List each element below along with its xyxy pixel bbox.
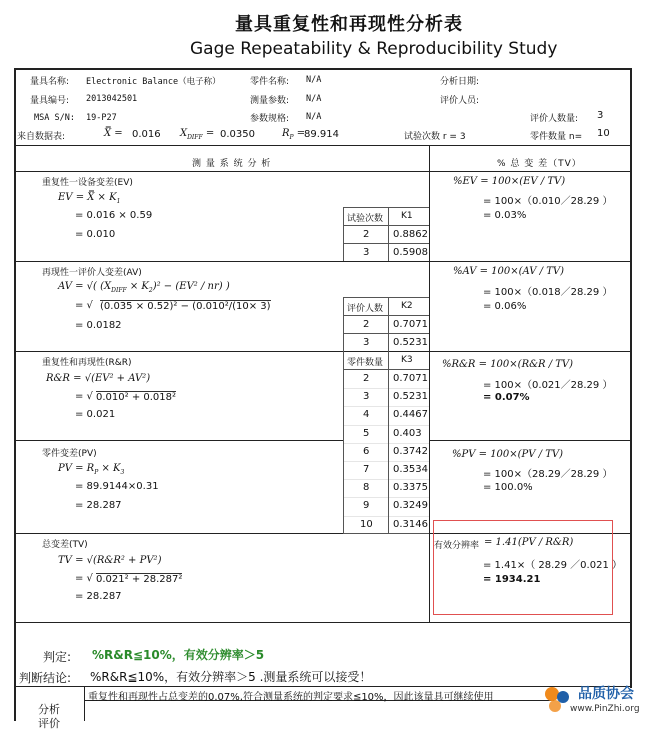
- ev-title: 重复性一设备变差(EV): [42, 178, 133, 188]
- part-name-label: 零件名称:: [250, 77, 290, 87]
- k3-header-b: K3: [401, 355, 413, 365]
- k2-row-value: 0.7071: [393, 319, 428, 330]
- analysis-label: 分析: [38, 703, 60, 716]
- appraiser-label: 评价人员:: [440, 96, 480, 106]
- ev-line2: = 0.010: [75, 229, 116, 240]
- gauge-name-label: 量具名称:: [30, 77, 70, 87]
- section-header-line: [14, 171, 631, 172]
- tv-sqrt-sign: = √: [75, 573, 93, 584]
- rr-title: 重复性和再现性(R&R): [42, 358, 132, 368]
- k3-row-value: 0.403: [393, 427, 422, 439]
- k3-row-value: 0.7071: [393, 373, 428, 384]
- tv-line1: 0.021² + 28.287²: [96, 574, 183, 585]
- k2-header-a: 评价人数: [347, 304, 384, 314]
- gauge-no-value: 2013042501: [86, 94, 138, 104]
- pv-pct-formula: %PV = 100×(PV / TV): [452, 449, 564, 460]
- k3-row-value: 0.5231: [393, 391, 428, 403]
- source-label: 来自数据表:: [17, 132, 66, 142]
- measure-param-label: 测量参数:: [250, 96, 290, 106]
- watermark-url: www.PinZhi.org: [570, 704, 640, 714]
- watermark-brand: 品质协会: [578, 686, 634, 702]
- k1-row-trials: 3: [363, 247, 370, 258]
- rr-bottom-line-right: [429, 440, 631, 441]
- ndc-formula: = 1.41(PV / R&R): [484, 537, 574, 548]
- pv-line2: = 28.287: [75, 500, 122, 511]
- watermark-logo: [530, 680, 660, 721]
- k1-header-b: K1: [401, 211, 413, 221]
- pinzhi-logo-icon: [542, 684, 572, 714]
- k3-row-divider: [343, 388, 429, 389]
- parts-label: 零件数量 n=: [530, 132, 583, 142]
- k3-row-divider: [343, 516, 429, 517]
- k3-header-a: 零件数量: [347, 358, 384, 368]
- frame-left: [14, 68, 16, 721]
- analysis-divider: [84, 686, 85, 721]
- rr-line2: = 0.021: [75, 409, 116, 420]
- page-title-cn: 量具重复性和再现性分析表: [235, 14, 463, 35]
- ev-line1: = 0.016 × 0.59: [75, 210, 153, 221]
- av-line1: (0.035 × 0.52)² − (0.010²/(10× 3): [100, 301, 271, 312]
- av-sqrt-sign: = √: [75, 300, 93, 311]
- rr-bottom-line-left: [14, 440, 343, 441]
- pv-title: 零件变差(PV): [42, 449, 97, 459]
- k1-row-value: 0.5908: [393, 247, 428, 258]
- k3-row-value: 0.3375: [393, 482, 428, 494]
- k3-row-parts: 10: [360, 518, 373, 530]
- rp-symbol: $R_P$ =: [282, 128, 306, 141]
- k3-row-divider: [343, 406, 429, 407]
- frame-right: [630, 68, 632, 688]
- av-formula: AV = √( $(X_{DIFF} \times K_2)^2 - (EV^2 / nr)$ ): [58, 281, 230, 294]
- judgment-value: %R&R≦10%，有效分辨率＞5: [92, 648, 265, 662]
- tv-bottom-line: [14, 622, 631, 623]
- ev-pct-formula: %EV = 100×(EV / TV): [453, 176, 566, 187]
- k3-row-parts: 5: [363, 427, 370, 439]
- gauge-name-value: Electronic Balance（电子称）: [86, 77, 221, 87]
- pv-line1: = 89.9144×0.31: [75, 481, 159, 492]
- k3-row-divider: [343, 461, 429, 462]
- k3-row-parts: 6: [363, 445, 370, 457]
- analysis-label-2: 评价: [38, 717, 60, 730]
- k3-row-parts: 8: [363, 482, 370, 494]
- xdiff-value: 0.0350: [220, 129, 255, 140]
- av-title: 再现性一评价人变差(AV): [42, 268, 142, 278]
- ndc-highlight-box: [433, 520, 613, 615]
- av-line2: = 0.0182: [75, 320, 122, 331]
- xdiff-symbol: $X_{DIFF}$ =: [180, 128, 215, 141]
- ev-formula: EV = X̿ × $K_1$: [58, 192, 121, 205]
- k3-row-parts: 9: [363, 500, 370, 512]
- k3-row-parts: 7: [363, 464, 370, 475]
- pv-pct-line1: = 100×（28.29／28.29 ）: [483, 469, 613, 480]
- trials-label: 试验次数 r = 3: [404, 132, 466, 142]
- parts-value: 10: [597, 128, 610, 139]
- judgment-label: 判定:: [43, 650, 72, 664]
- appraiser-count-value: 3: [597, 110, 604, 121]
- rr-sqrt-sign: = √: [75, 391, 93, 402]
- k3-row-value: 0.3146: [393, 518, 428, 530]
- k3-row-parts: 3: [363, 391, 370, 403]
- ndc-line1: = 1.41×（ 28.29 ／0.021 ）: [483, 560, 622, 571]
- ev-pct-line2: = 0.03%: [483, 210, 527, 221]
- k2-row-appraisers: 2: [363, 319, 370, 330]
- k3-row-divider: [343, 425, 429, 426]
- av-pct-line1: = 100×（0.018／28.29 ）: [483, 287, 613, 298]
- section-right-header: % 总 变 差（TV）: [497, 159, 582, 169]
- measure-param-value: N/A: [306, 94, 322, 104]
- xbarbar-symbol: X̿ =: [104, 128, 123, 139]
- pv-formula: PV = $R_P \times K_3$: [58, 463, 125, 476]
- xbarbar-value: 0.016: [132, 129, 161, 140]
- tv-formula: TV = √(R&R² + PV²): [58, 555, 162, 566]
- gauge-no-label: 量具编号:: [30, 96, 70, 106]
- rp-value: 89.914: [304, 129, 339, 140]
- k3-row-value: 0.3742: [393, 445, 428, 457]
- conclusion-value: %R&R≦10%，有效分辨率＞5 .测量系统可以接受！: [90, 670, 372, 684]
- k3-row-value: 0.4467: [393, 409, 428, 421]
- msa-sn-label: MSA S/N:: [34, 113, 75, 123]
- tv-title: 总变差(TV): [42, 540, 88, 550]
- frame-top: [14, 68, 631, 70]
- conclusion-label: 判断结论:: [19, 671, 72, 685]
- k1-row-value: 0.8862: [393, 229, 428, 240]
- msa-sn-value: 19-P27: [86, 113, 117, 123]
- k2-header-b: K2: [401, 301, 413, 311]
- page-title-en: Gage Repeatability & Reproducibility Study: [190, 39, 558, 59]
- param-spec-value: N/A: [306, 112, 322, 122]
- k3-row-value: 0.3534: [393, 464, 428, 475]
- ndc-label: 有效分辨率: [434, 541, 480, 551]
- analysis-text: 重复性和再现性占总变差的0.07%,符合测量系统的判定要求≦10%，因此该量具可继续使用: [88, 692, 494, 703]
- k2-row-appraisers: 3: [363, 337, 370, 348]
- rr-line1: 0.010² + 0.018²: [96, 392, 177, 403]
- pv-bottom-line-left: [14, 533, 343, 534]
- pv-pct-line2: = 100.0%: [483, 482, 533, 493]
- k3-row-divider: [343, 497, 429, 498]
- main-divider: [429, 145, 430, 622]
- ev-bottom-line: [14, 261, 631, 262]
- k2-row-value: 0.5231: [393, 337, 428, 348]
- tv-line2: = 28.287: [75, 591, 122, 602]
- k3-row-parts: 2: [363, 373, 370, 384]
- header-bottom-line: [14, 145, 631, 146]
- ev-pct-line1: = 100×（0.010／28.29 ）: [483, 196, 613, 207]
- part-name-value: N/A: [306, 75, 322, 85]
- ndc-line2: = 1934.21: [483, 574, 541, 585]
- k3-row-divider: [343, 443, 429, 444]
- k3-row-parts: 4: [363, 409, 370, 421]
- rr-formula: R&R = √(EV² + AV²): [46, 373, 151, 384]
- param-spec-label: 参数规格:: [250, 114, 290, 124]
- rr-pct-line2: = 0.07%: [483, 392, 530, 403]
- k1-row-trials: 2: [363, 229, 370, 240]
- av-pct-formula: %AV = 100×(AV / TV): [453, 266, 565, 277]
- appraiser-count-label: 评价人数量:: [530, 114, 579, 124]
- k3-row-divider: [343, 479, 429, 480]
- rr-pct-line1: = 100×（0.021／28.29 ）: [483, 380, 613, 391]
- av-bottom-line: [14, 351, 631, 352]
- k3-row-value: 0.3249: [393, 500, 428, 512]
- analysis-date-label: 分析日期:: [440, 77, 480, 87]
- k1-header-a: 试验次数: [347, 214, 384, 224]
- rr-pct-formula: %R&R = 100×(R&R / TV): [442, 359, 574, 370]
- av-pct-line2: = 0.06%: [483, 301, 527, 312]
- section-left-header: 测 量 系 统 分 析: [192, 159, 272, 169]
